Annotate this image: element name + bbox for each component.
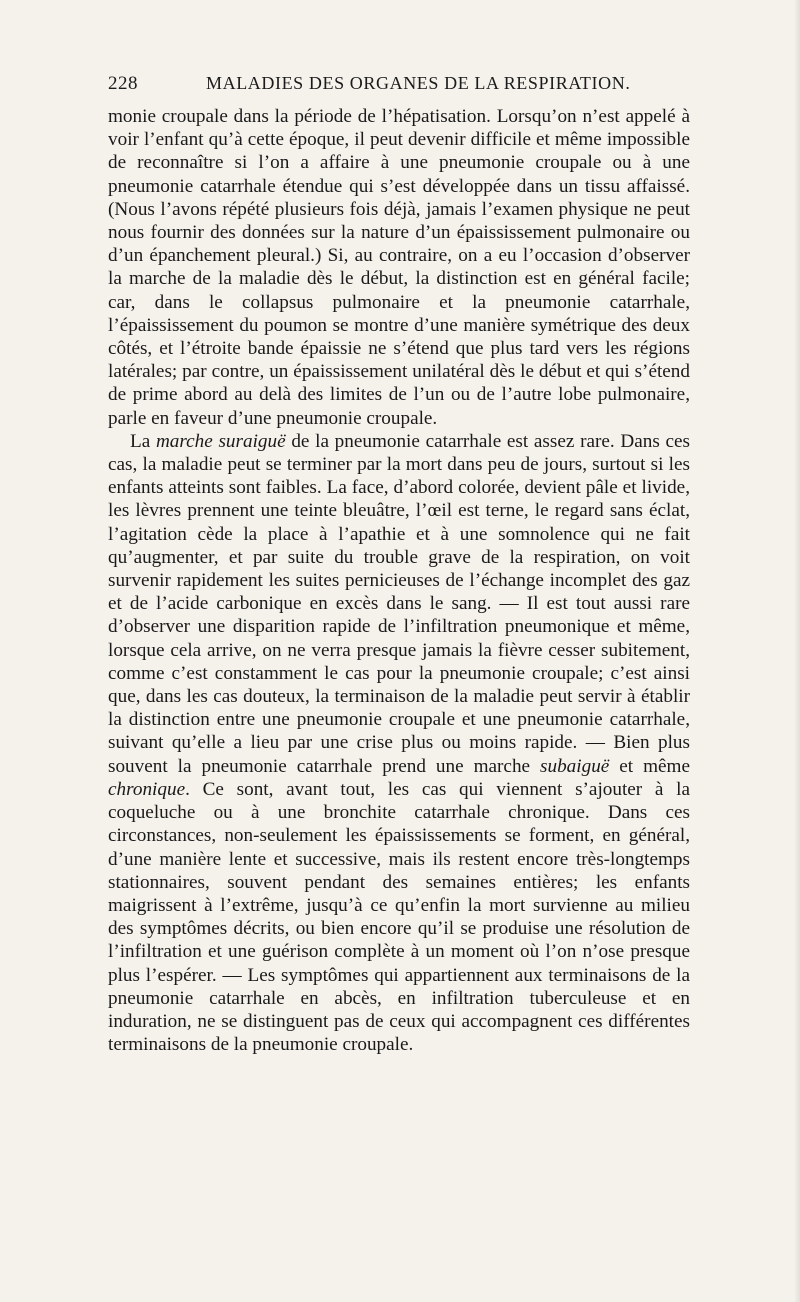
emphasis-chronique: chronique	[108, 778, 186, 800]
body-text	[108, 105, 690, 1056]
paragraph-2-part-1: de la pneumonie catarrhale est assez rare. Dans ces cas, la maladie peut se terminer par la mort dans peu de jours, surtout si les enfants atteints sont faibles. La face, d’abord colorée, devient pâle et livide, les lèvres prennent une teinte bleuâtre, l’œil est terne, le regard sans éclat, l’agitation cède la place à l’apathie et à une somnolence qui ne fait qu’augmenter, et par suite du trouble grave de la respiration, on voit survenir rapidement les suites pernicieuses de l’échange incomplet des gaz et de l’acide carbonique en excès dans le sang. — Il est tout aussi rare d’observer une disparition rapide de l’infiltration pneumonique et même, lorsque cela arrive, on ne verra presque jamais la fièvre cesser subitement, comme c’est constamment le cas pour la pneumonie croupale; c’est ainsi que, dans les cas douteux, la terminaison de la maladie peut servir à établir la distinction entre une pneumonie croupale et une pneumonie catarrhale, suivant qu’elle a lieu par une crise plus ou moins rapide. — Bien plus souvent la pneumonie catarrhale prend une marche	[108, 430, 690, 777]
running-title: MALADIES DES ORGANES DE LA RESPIRATION.	[206, 73, 631, 93]
paragraph-2-part-3: . Ce sont, avant tout, les cas qui viennent s’ajouter à la coqueluche ou à une bronchite catarrhale chronique. Dans ces circonstances, non-seulement les épaississements se forment, en général, d’une manière lente et successive, mais ils restent encore très-longtemps stationnaires, souvent pendant des semaines entières; les enfants maigrissent à l’extrême, jusqu’à ce qu’enfin la mort survienne au milieu des symptômes décrits, ou bien encore qu’il se produise une résolution de l’infiltration et une guérison complète à un moment où l’on n’ose presque plus l’espérer. — Les symptômes qui appartiennent aux terminaisons de la pneumonie catarrhale en abcès, en infiltration tuberculeuse et en induration, ne se distinguent pas de ceux qui accompagnent ces différentes terminaisons de la pneumonie croupale.	[108, 778, 690, 1056]
paragraph-2	[108, 430, 690, 1056]
paragraph-2-part-2: et même	[609, 755, 690, 777]
paragraph-1: monie croupale dans la période de l’hépatisation. Lorsqu’on n’est appelé à voir l’enfant qu’à cette époque, il peut devenir difficile et même impossible de reconnaître si l’on a affaire à une pneumonie croupale ou à une pneumonie catarrhale étendue qui s’est développée dans un tissu affaissé. (Nous l’avons répété plusieurs fois déjà, jamais l’examen physique ne peut nous fournir des données sur la nature d’un épaississement pulmonaire ou d’un épanchement pleural.) Si, au contraire, on a eu l’occasion d’observer la marche de la maladie dès le début, la distinction est en général facile; car, dans le collapsus pulmonaire et la pneumonie catarrhale, l’épaississement du poumon se montre d’une manière symétrique des deux côtés, et l’étroite bande épaissie ne s’étend que plus tard vers les régions latérales; par contre, un épaississement unilatéral dès le début et qui s’étend de prime abord au delà des limites de l’un ou de l’autre lobe pulmonaire, parle en faveur d’une pneumonie croupale.	[108, 106, 690, 429]
emphasis-marche-suraigue: marche suraiguë	[155, 430, 286, 452]
emphasis-subaigue: subaiguë	[540, 755, 610, 777]
page-number: 228	[108, 73, 138, 94]
page-edge-shadow	[794, 0, 800, 1302]
page-header	[108, 73, 690, 97]
paragraph-2-lead: La	[130, 430, 156, 452]
